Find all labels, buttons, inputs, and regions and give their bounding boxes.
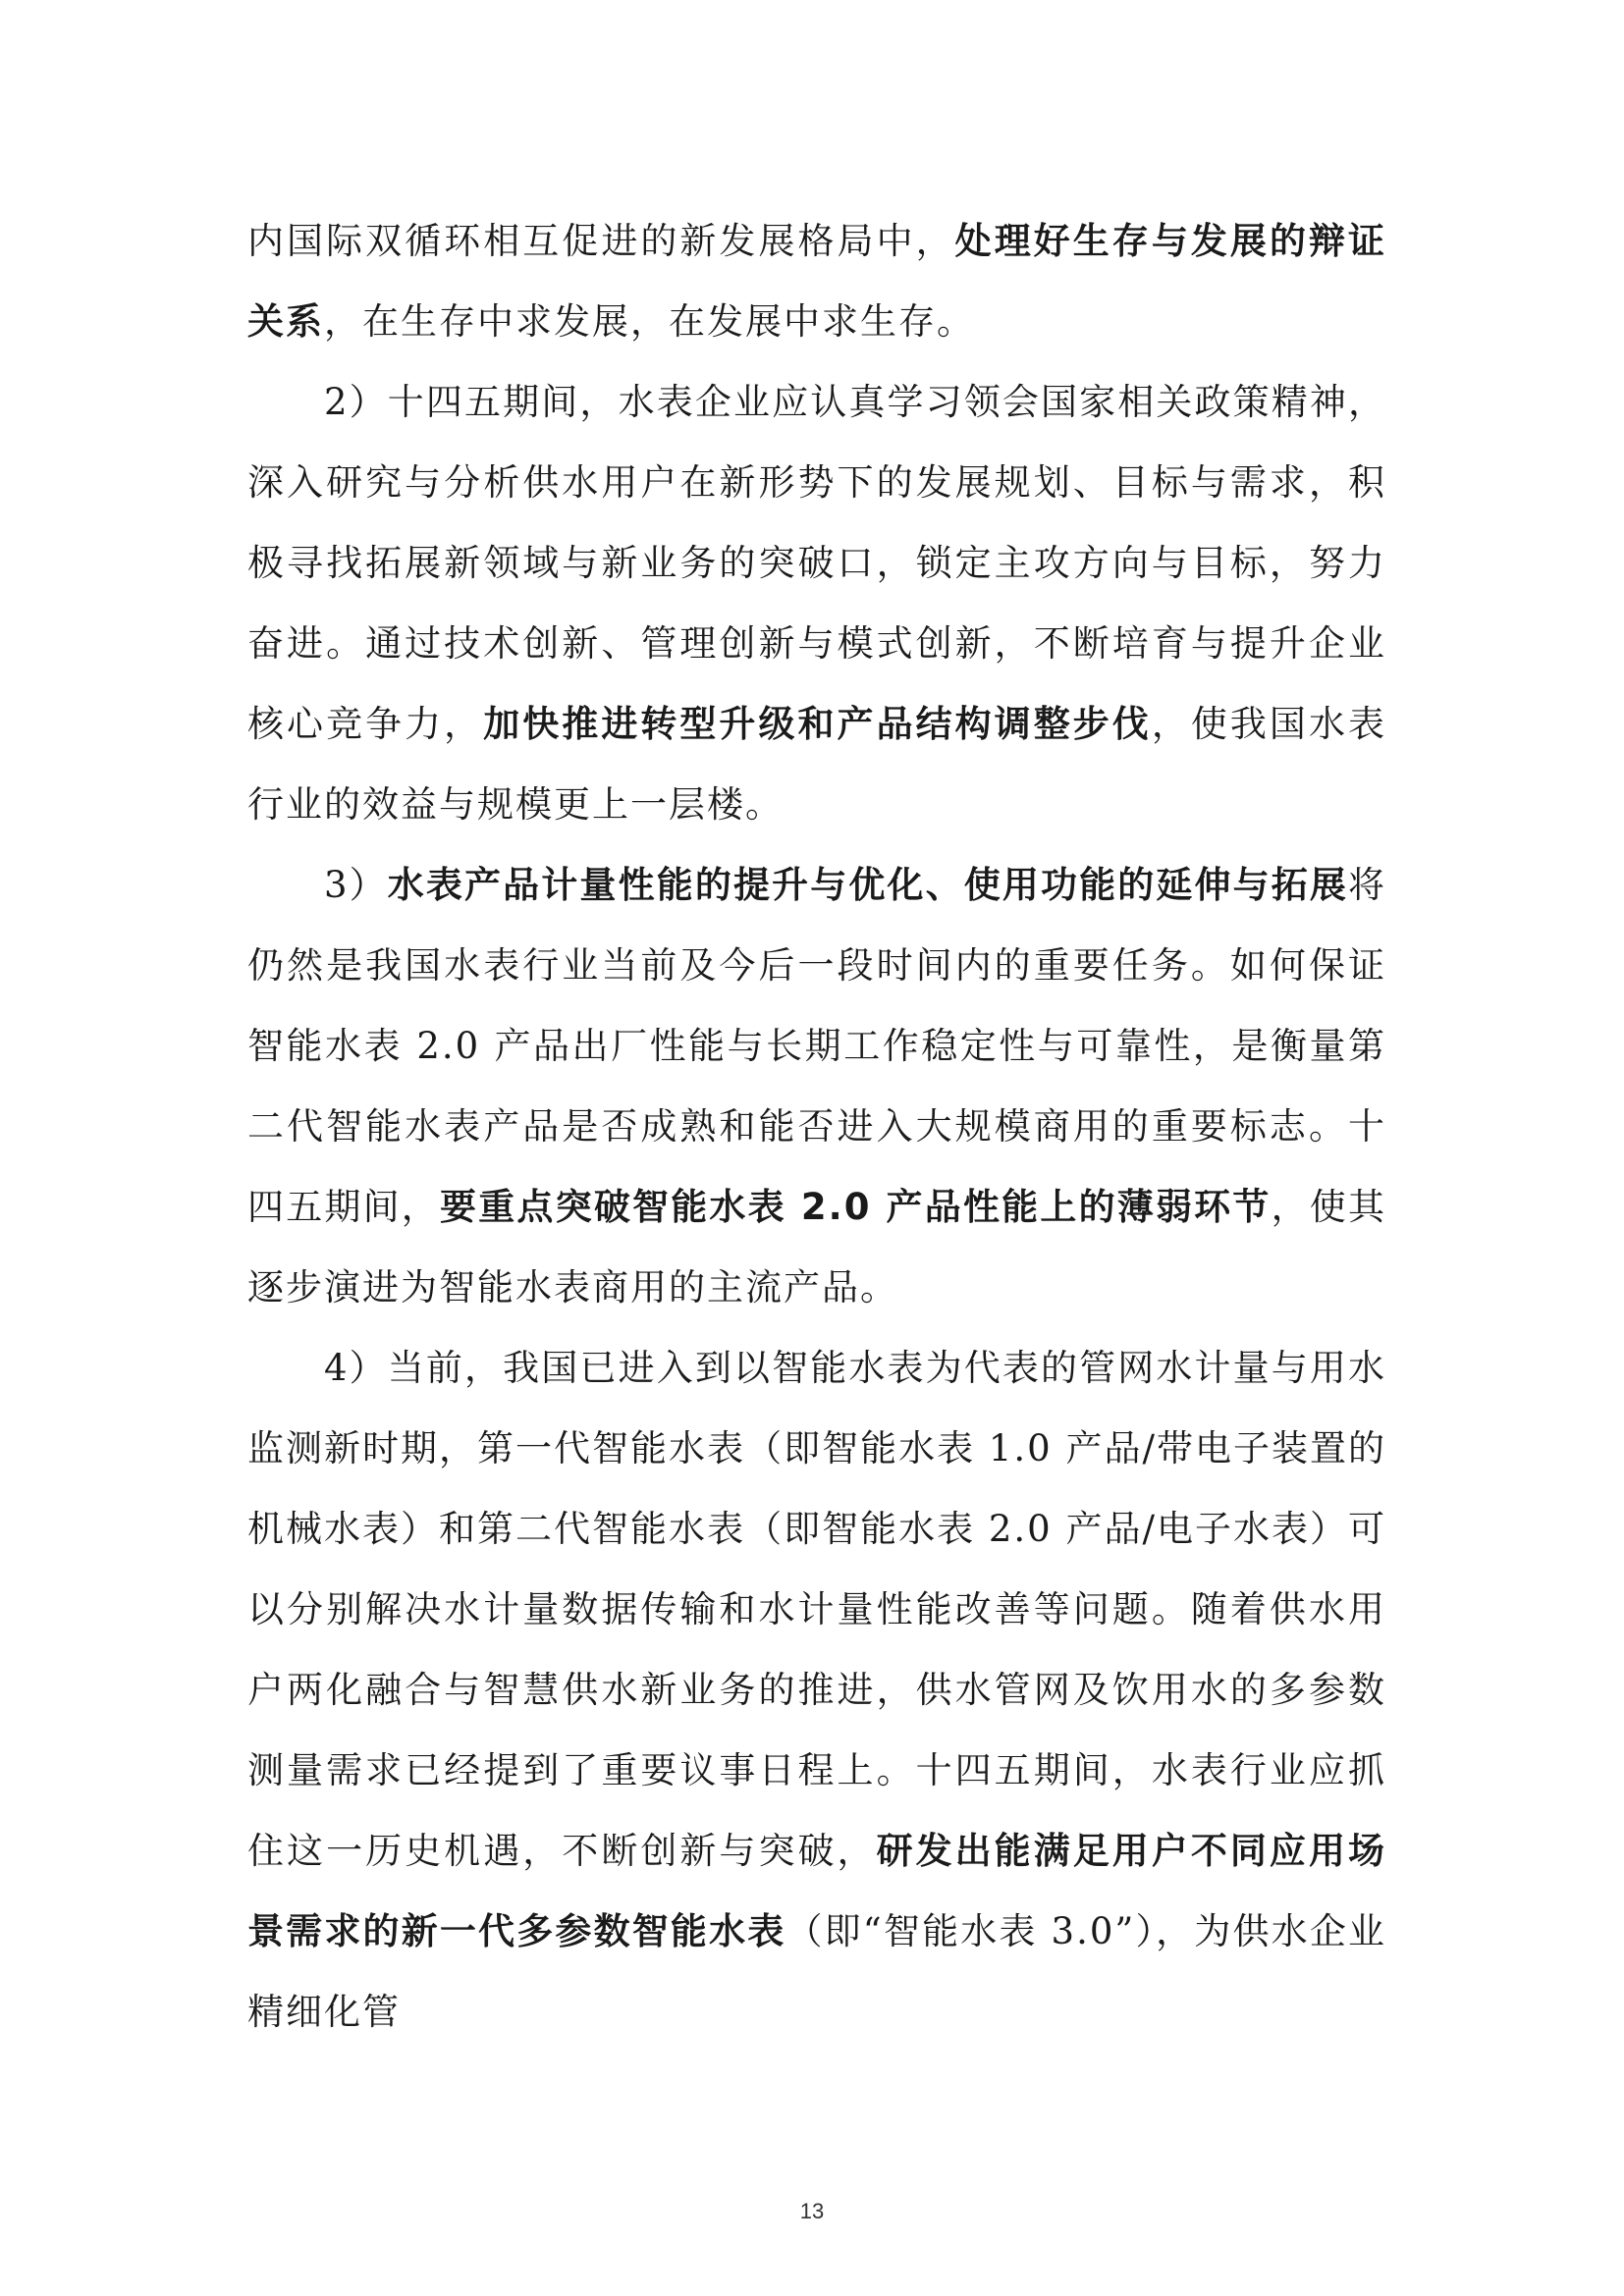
bold-text-run: 研发出能满足用户不同应用场景需求的新一代多参数智能水表 (247, 1830, 1387, 1952)
text-run: 3） (324, 864, 388, 906)
text-run: ，使我国水表行业的效益与规模更上一层楼。 (247, 703, 1387, 826)
paragraph-1 (247, 201, 1386, 362)
text-run: 内国际双循环相互促进的新发展格局中， (247, 220, 955, 262)
bold-text-run: 要重点突破智能水表 2.0 产品性能上的薄弱环节 (440, 1186, 1272, 1228)
text-run: 将仍然是我国水表行业当前及今后一段时间内的重要任务。如何保证智能水表 2.0 产品出厂性能与长期工作稳定性与可靠性，是衡量第二代智能水表产品是否成熟和能否进入大规模商用的重要标志。十四五期间， (247, 864, 1386, 1228)
text-run: ，使其逐步演进为智能水表商用的主流产品。 (247, 1186, 1386, 1308)
bold-text-run: 处理好生存与发展的辩证关系 (247, 220, 1387, 343)
paragraph-2 (247, 362, 1386, 845)
bold-text-run: 加快推进转型升级和产品结构调整步伐 (483, 703, 1152, 745)
paragraph-4 (247, 1328, 1386, 2053)
paragraph-3 (247, 845, 1386, 1328)
text-run: （即“智能水表 3.0”），为供水企业精细化管 (247, 1910, 1387, 2033)
body-text (247, 201, 1386, 2053)
text-run: 2）十四五期间，水表企业应认真学习领会国家相关政策精神，深入研究与分析供水用户在新形势下的发展规划、目标与需求，积极寻找拓展新领域与新业务的突破口，锁定主攻方向与目标，努力奋进。通过技术创新、管理创新与模式创新，不断培育与提升企业核心竞争力， (247, 381, 1386, 745)
page-number: 13 (799, 2199, 825, 2223)
text-run: 4）当前，我国已进入到以智能水表为代表的管网水计量与用水监测新时期，第一代智能水表（即智能水表 1.0 产品/带电子装置的机械水表）和第二代智能水表（即智能水表 2.0 产品/电子水表）可以分别解决水计量数据传输和水计量性能改善等问题。随着供水用户两化融合与智慧供水新业务的推进，供水管网及饮用水的多参数测量需求已经提到了重要议事日程上。十四五期间，水表行业应抓住这一历史机遇，不断创新与突破， (247, 1347, 1386, 1872)
bold-text-run: 水表产品计量性能的提升与优化、使用功能的延伸与拓展 (387, 864, 1348, 906)
text-run: ，在生存中求发展，在发展中求生存。 (324, 300, 975, 343)
